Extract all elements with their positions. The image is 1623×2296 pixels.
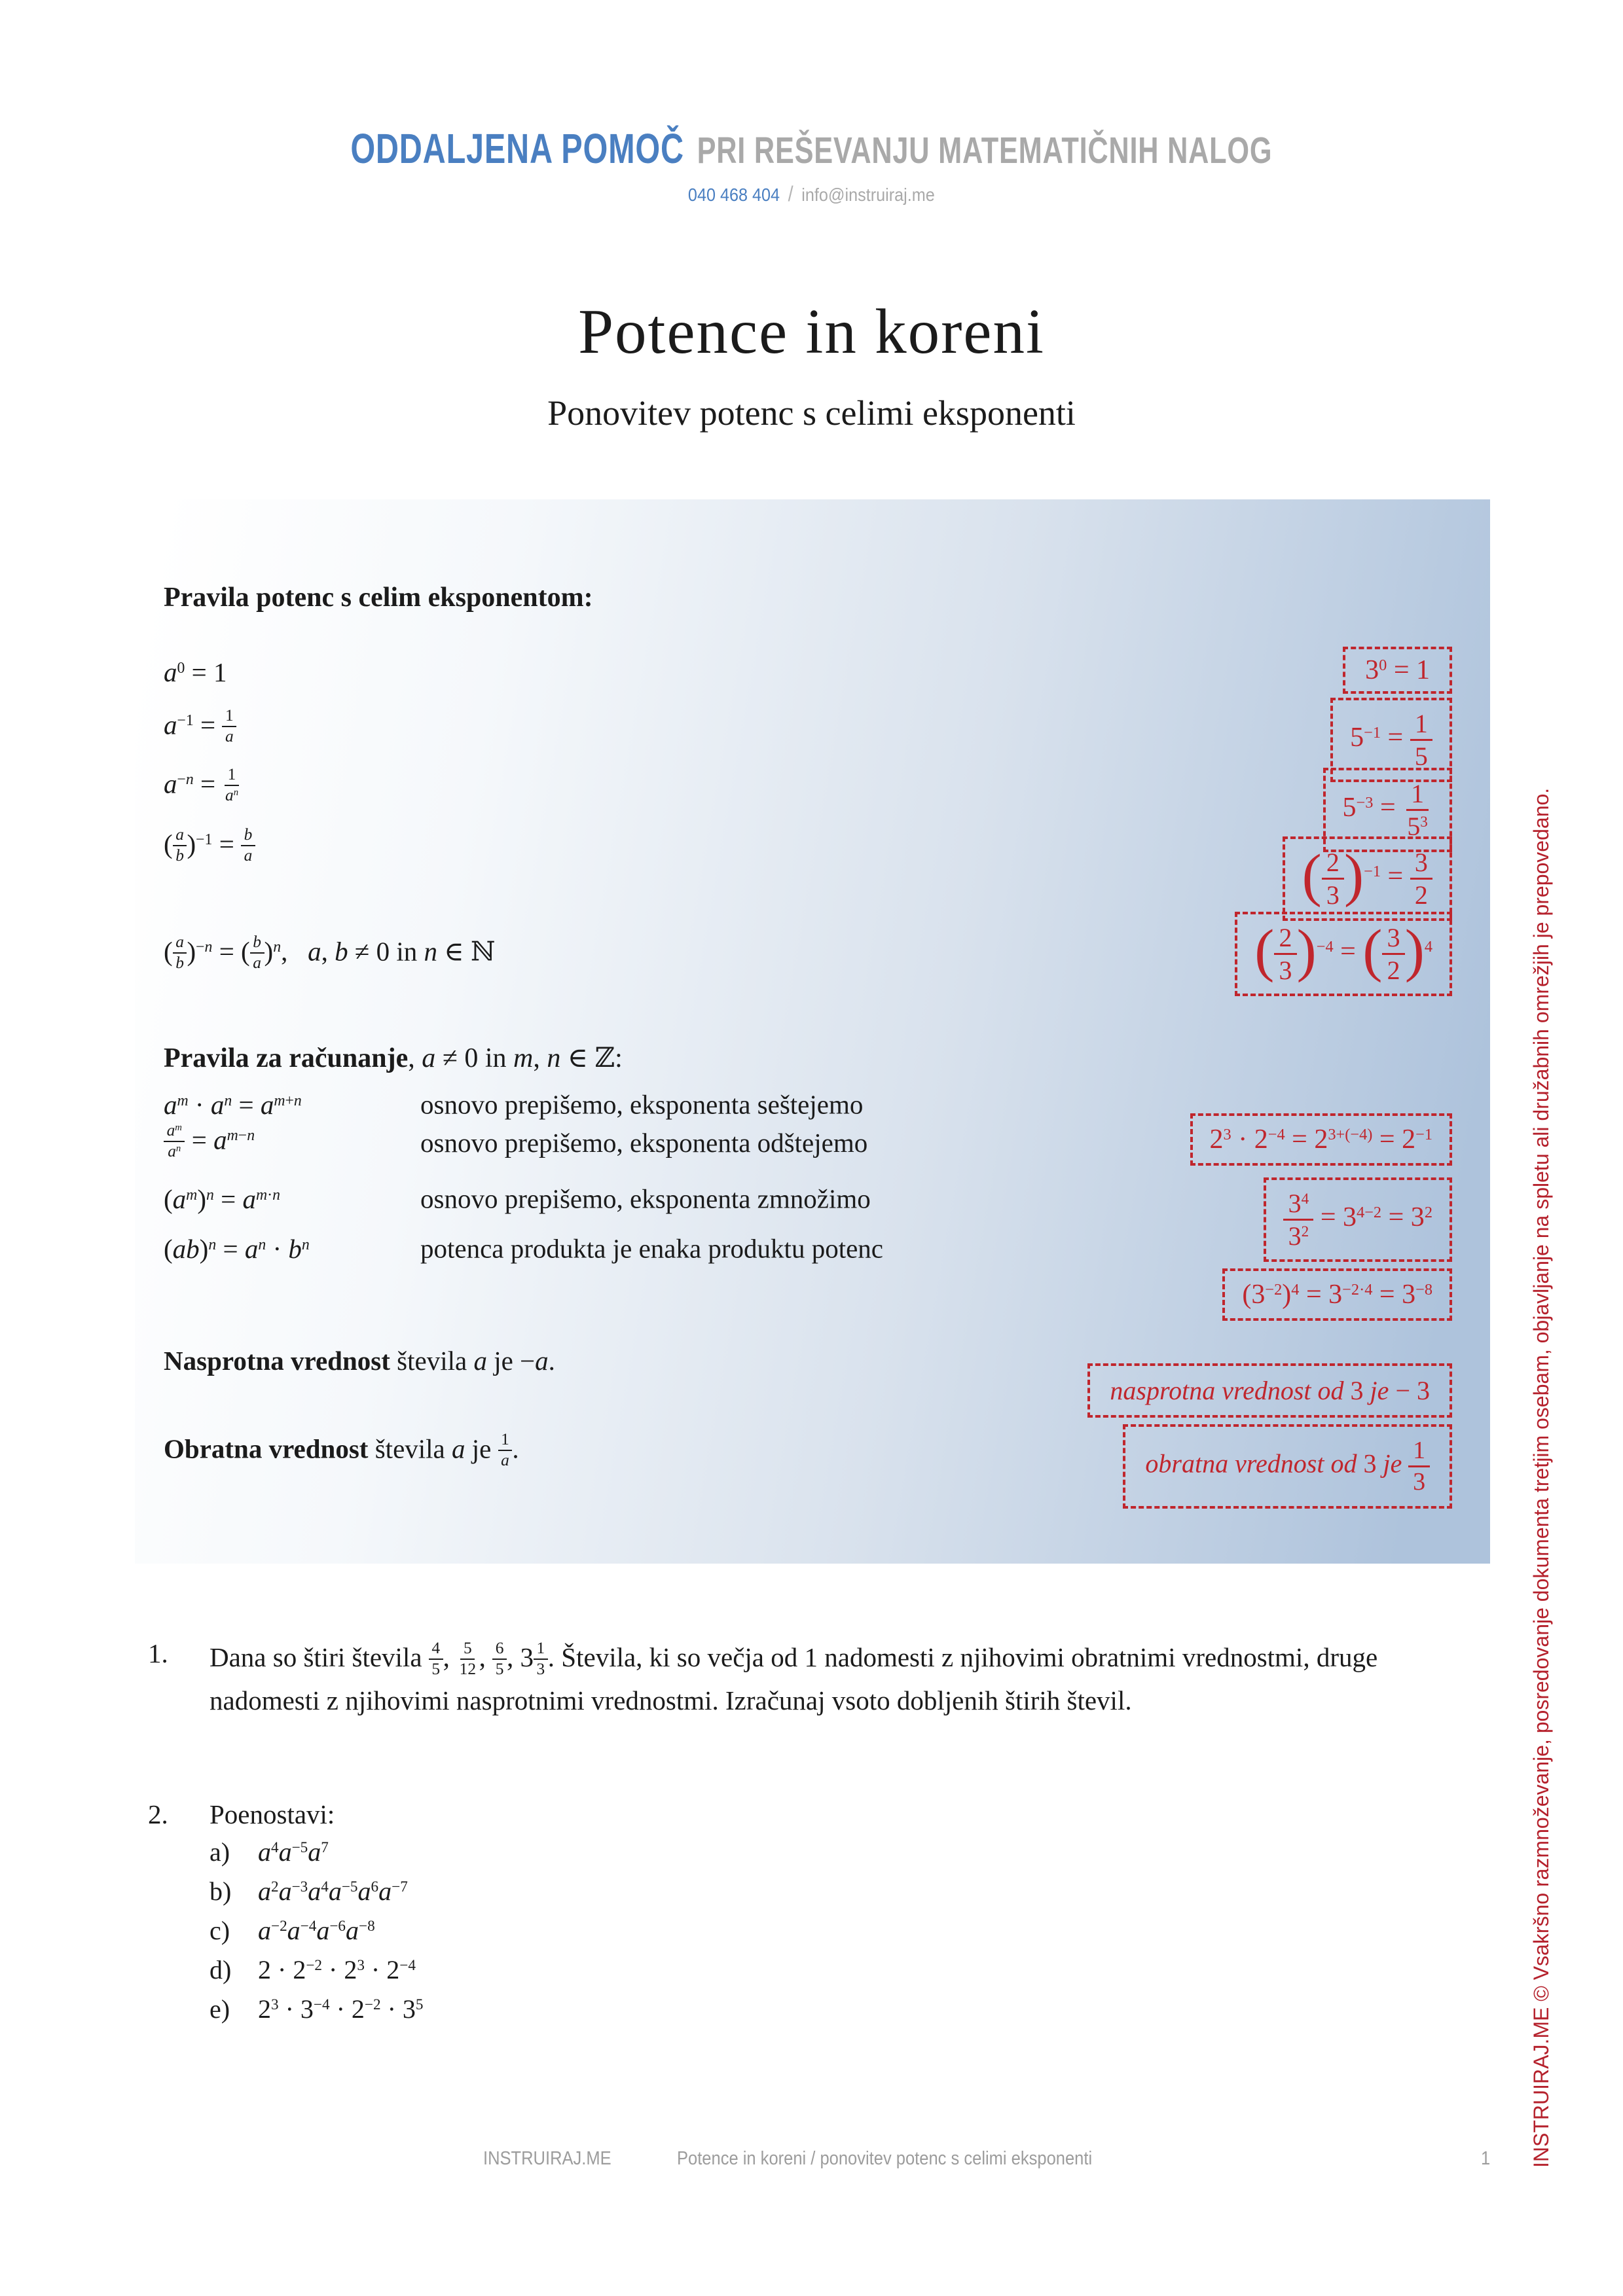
phone-number: 040 468 404 (688, 185, 780, 205)
example-box: $(3^{-2})^4 = 3^{-2\cdot 4} = 3^{-8}$ (1222, 1268, 1452, 1321)
item-formula: $a^4a^{-5}a^7$ (258, 1837, 329, 1867)
rule-formula: ( $\frac{a}{b}$ )$^{-n}$ = ( $\frac{b}{a}$ )$^n$, a, b ≠ 0 in n ∈ ℕ (164, 932, 496, 972)
footer-page-number: 1 (1481, 2148, 1491, 2169)
exercise-item (210, 1994, 424, 2033)
example-box: $5^{-3}$ = $\frac{1}{5^3}$ (1323, 768, 1452, 852)
separator-slash: / (788, 182, 793, 206)
exercise-text: Dana so štiri števila $\frac{4}{5}$ , $\frac{5}{12}$ , $\frac{6}{5}$ , 3 $\frac{1}{3}$ . Števila, ki so večja od 1 nadomesti z njihovimi obratnimi vrednostmi, druge nadomesti z njihovimi nasprotnimi vrednostmi. Izračunaj vsoto dobljenih štirih števil. (210, 1638, 1378, 1715)
footer-brand: INSTRUIRAJ.ME (483, 2148, 611, 2169)
page-footer (0, 2148, 1623, 2174)
item-formula: $2^3 \cdot 3^{-4} \cdot 2^{-2} \cdot 3^5$ (258, 1994, 424, 2024)
exercise-item (210, 1915, 424, 1954)
footer-document-title: Potence in koreni / ponovitev potenc s celimi eksponenti (677, 2148, 1093, 2169)
exercise-number: 1. (148, 1638, 168, 1668)
exercise-item (210, 1837, 424, 1876)
reciprocal-value-note: Obratna vrednost števila a je $\frac{1}{a}$ . (164, 1429, 519, 1469)
rule-formula: $a^{-1}$ = $\frac{1}{a}$ (164, 708, 236, 748)
exercise-2-items (210, 1837, 424, 2033)
example-box: ( $\frac{2}{3}$ )$^{-4}$ = ( $\frac{3}{2}$ )$^4$ (1235, 912, 1452, 996)
header-brand (0, 124, 1623, 173)
rules-section1-title: Pravila potenc s celim eksponentom: (164, 583, 593, 613)
item-label: e) (210, 1994, 230, 2024)
rule-formula: ( $\frac{a}{b}$ )$^{-1}$ = $\frac{b}{a}$ (164, 827, 255, 867)
brand-primary: ODDALJENA POMOČ (350, 125, 685, 172)
calc-rule-formula: $\frac{a^m}{a^n}$ = $a^{m-n}$ (164, 1122, 420, 1163)
calc-rule-description: osnovo prepišemo, eksponenta seštejemo (420, 1089, 864, 1120)
exercise-2 (148, 1799, 335, 1830)
page-title: Potence in koreni (578, 296, 1045, 367)
exercise-item (210, 1876, 424, 1915)
example-box: $3^0 = 1$ (1343, 647, 1452, 694)
calc-rule-row (164, 1086, 863, 1121)
calc-rule-row (164, 1230, 883, 1265)
calc-rule-description: osnovo prepišemo, eksponenta odštejemo (420, 1127, 868, 1158)
calc-rule-formula: $a^m \cdot a^n = a^{m+n}$ (164, 1089, 302, 1120)
exercise-item (210, 1954, 424, 1994)
example-box: obratna vrednost od 3 je $\frac{1}{3}$ (1123, 1424, 1452, 1509)
brand-secondary: PRI REŠEVANJU MATEMATIČNIH NALOG (697, 130, 1273, 171)
header-contact (0, 182, 1623, 206)
example-box: ( $\frac{2}{3}$ )$^{-1}$ = $\frac{3}{2}$ (1283, 836, 1452, 921)
exercise-1 (148, 1638, 1381, 1721)
example-box: nasprotna vrednost od 3 je − 3 (1087, 1363, 1452, 1418)
rules-panel (135, 499, 1490, 1564)
rule-formula: $a^{-n}$ = $\frac{1}{a^n}$ (164, 764, 239, 804)
item-formula: $2 \cdot 2^{-2} \cdot 2^3 \cdot 2^{-4}$ (258, 1955, 416, 1984)
item-label: d) (210, 1955, 232, 1984)
rule-formula: $a^0 = 1$ (164, 657, 227, 687)
email-address: info@instruiraj.me (801, 185, 935, 205)
item-label: c) (210, 1916, 230, 1945)
calc-rule-description: osnovo prepišemo, eksponenta zmnožimo (420, 1183, 871, 1214)
rules-section2-title: Pravila za računanje, a ≠ 0 in m, n ∈ ℤ: (164, 1043, 623, 1073)
calc-rule-row (164, 1180, 871, 1215)
example-box: $\frac{3^4}{3^2}$ = $3^{4-2} = 3^2$ (1264, 1177, 1452, 1262)
copyright-side-note: INSTRUIRAJ.ME © Vsakršno razmnoževanje, posredovanje dokumenta tretjim osebam, objavljanje na spletu ali družabnih omrežjih je prepovedano. (1529, 787, 1553, 2168)
item-label: a) (210, 1837, 230, 1867)
opposite-value-note: Nasprotna vrednost števila a je −a. (164, 1346, 555, 1376)
exercise-label: Poenostavi: (210, 1799, 335, 1829)
calc-rule-row (164, 1122, 867, 1163)
exercise-number: 2. (148, 1799, 168, 1829)
example-box: $2^3 \cdot 2^{-4} = 2^{3+(-4)} = 2^{-1}$ (1190, 1113, 1452, 1166)
page-subtitle: Ponovitev potenc s celimi eksponenti (547, 393, 1076, 433)
item-label: b) (210, 1876, 232, 1906)
example-box: $5^{-1}$ = $\frac{1}{5}$ (1330, 698, 1452, 782)
item-formula: $a^{-2}a^{-4}a^{-6}a^{-8}$ (258, 1916, 375, 1945)
calc-rule-formula: $(ab)^n = a^n \cdot b^n$ (164, 1233, 310, 1264)
calc-rule-formula: $(a^m)^n = a^{m\cdot n}$ (164, 1183, 280, 1214)
calc-rule-description: potenca produkta je enaka produktu potenc (420, 1233, 883, 1264)
item-formula: $a^2a^{-3}a^4a^{-5}a^6a^{-7}$ (258, 1876, 408, 1906)
